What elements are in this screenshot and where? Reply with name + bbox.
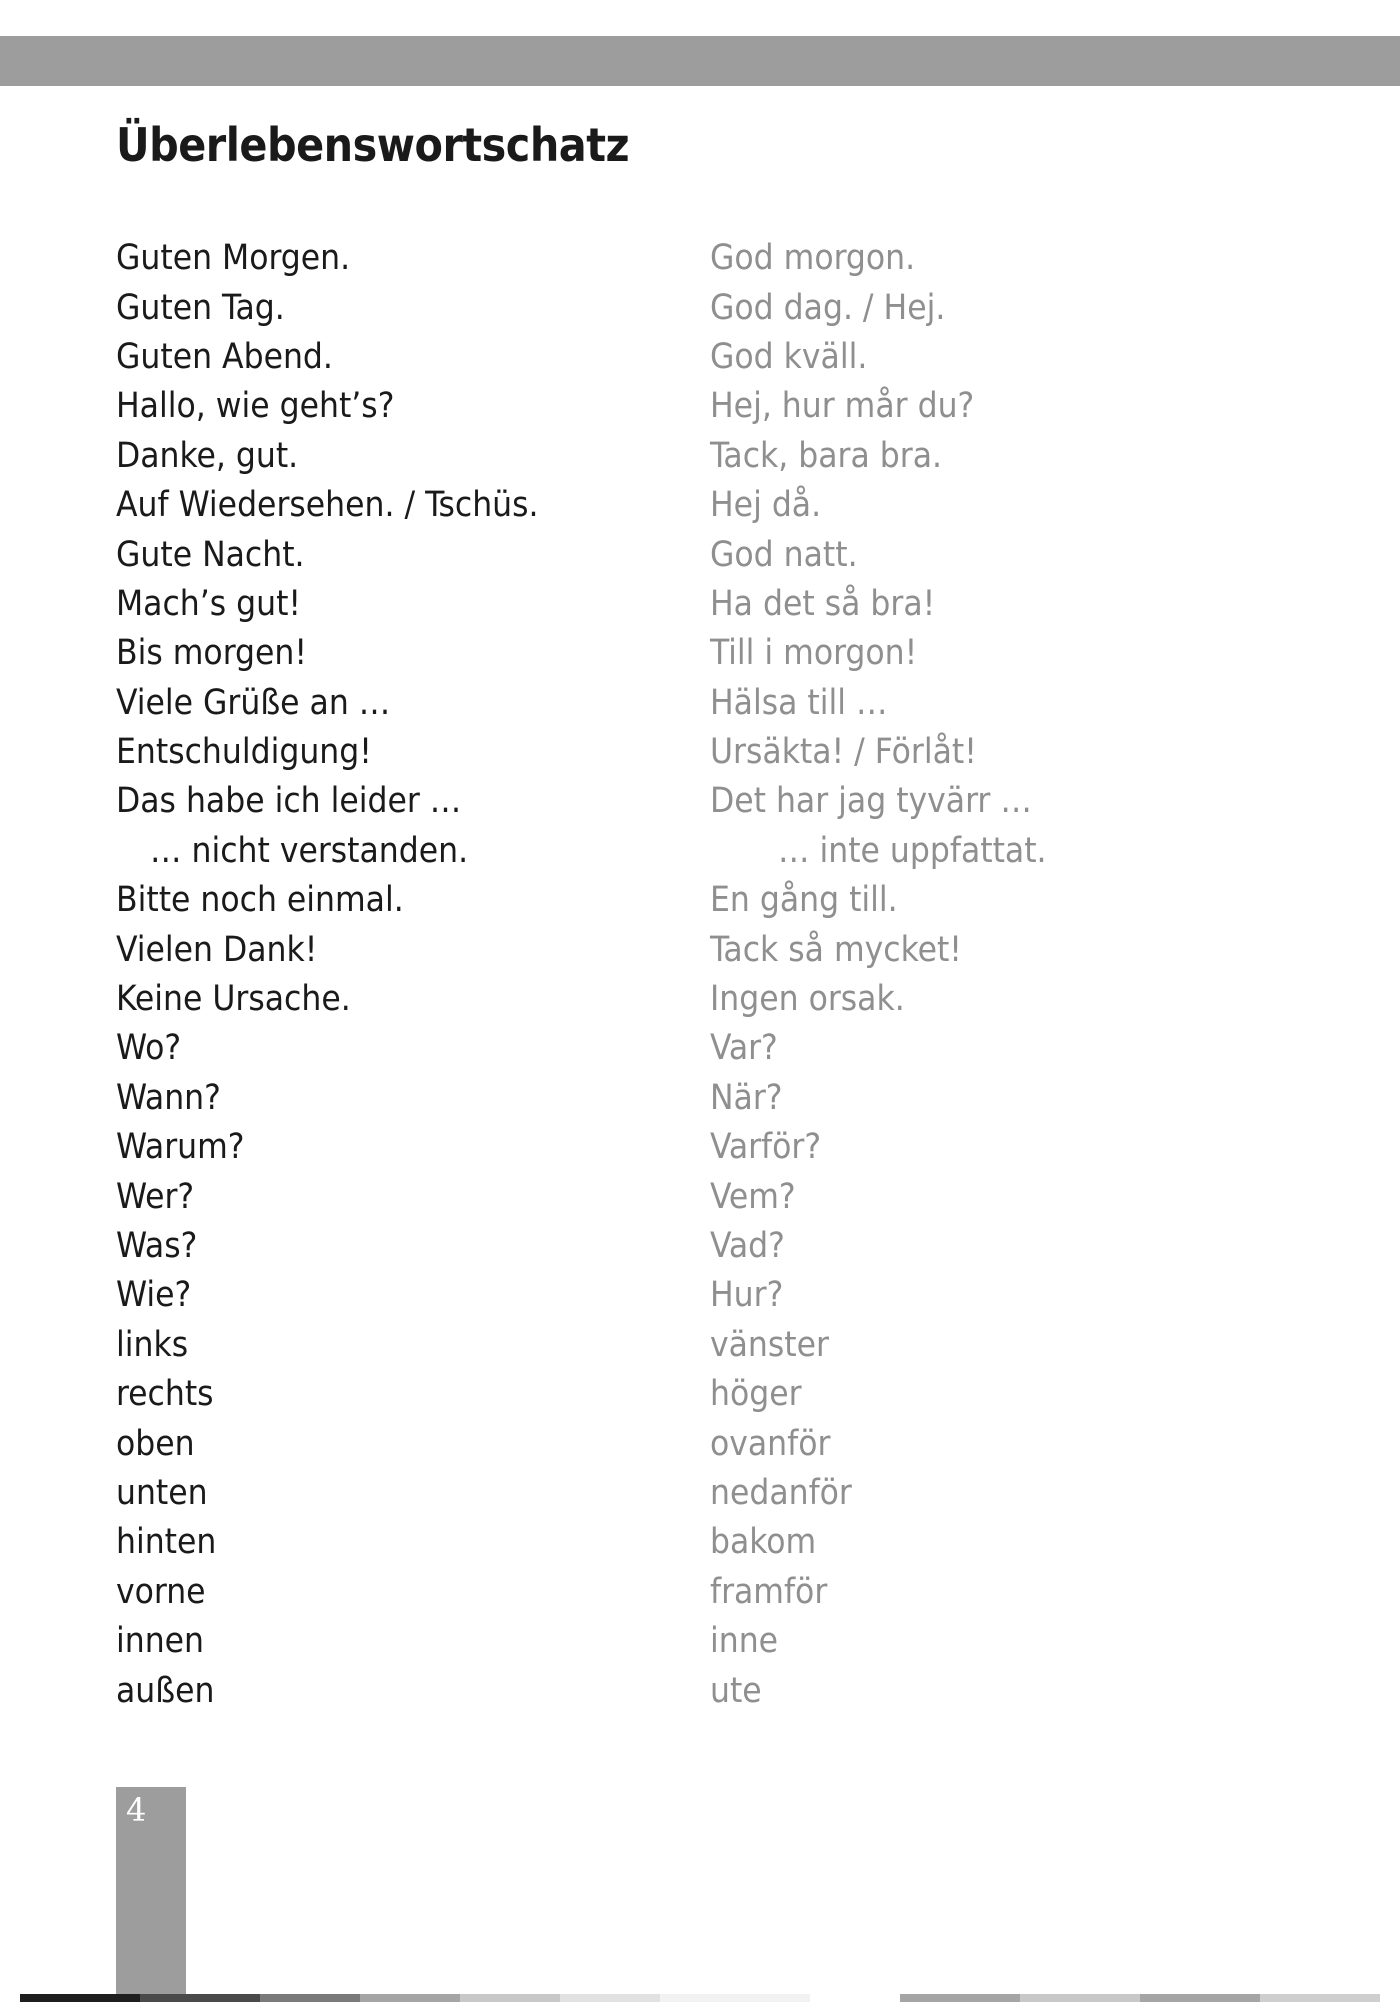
swedish-phrase: Var? [710,1028,778,1069]
swedish-phrase: inne [710,1621,779,1662]
swedish-phrase: bakom [710,1522,817,1563]
vocab-row [116,1321,1216,1370]
page-number: 4 [126,1791,147,1829]
swedish-phrase: God natt. [710,534,858,575]
german-phrase: Wer? [116,1176,195,1217]
swedish-phrase: Tack, bara bra. [710,435,943,476]
swedish-phrase: nedanför [710,1472,852,1513]
vocab-row [116,679,1216,728]
footer-color-strip [20,1994,1380,2002]
german-phrase: außen [116,1670,215,1711]
german-phrase: Was? [116,1226,198,1266]
swedish-phrase: Tack så mycket! [710,929,962,970]
german-phrase: Wann? [116,1077,221,1118]
vocab-row [116,1370,1216,1419]
vocab-row [116,827,1216,876]
swedish-phrase: Hej, hur mår du? [710,386,975,427]
vocab-row [116,382,1216,431]
swedish-phrase: Ha det så bra! [710,583,936,624]
swedish-phrase: Vad? [710,1226,785,1266]
swedish-phrase: God morgon. [710,238,916,279]
german-phrase: Guten Abend. [116,336,333,377]
swedish-phrase: Det har jag tyvärr … [710,781,1032,822]
vocab-row [116,283,1216,332]
vocab-row [116,876,1216,925]
german-phrase: rechts [116,1374,214,1415]
german-phrase: innen [116,1621,205,1662]
vocab-row [116,1222,1216,1271]
swedish-phrase: höger [710,1374,802,1415]
vocab-row [116,1271,1216,1320]
german-phrase: Bis morgen! [116,633,307,674]
vocab-row [116,925,1216,974]
vocab-row [116,1617,1216,1666]
swedish-phrase: … inte uppfattat. [778,830,1047,871]
vocab-row [116,432,1216,481]
vocab-row [116,1024,1216,1073]
german-phrase: hinten [116,1522,217,1563]
vocab-row [116,1123,1216,1172]
vocab-row [116,975,1216,1024]
vocabulary-list [116,234,1216,1716]
german-phrase: vorne [116,1571,206,1612]
vocab-row [116,1469,1216,1518]
swedish-phrase: Ingen orsak. [710,979,905,1020]
vocab-row [116,629,1216,678]
german-phrase: Guten Tag. [116,287,285,328]
header-bar [0,36,1400,86]
german-phrase: Das habe ich leider … [116,781,462,822]
swedish-phrase: Varför? [710,1127,822,1168]
swedish-phrase: Hur? [710,1275,784,1316]
swedish-phrase: ute [710,1670,762,1711]
swedish-phrase: Ursäkta! / Förlåt! [710,732,977,773]
german-phrase: Guten Morgen. [116,238,351,279]
german-phrase: unten [116,1472,208,1513]
german-phrase: Hallo, wie geht’s? [116,386,395,427]
swedish-phrase: framför [710,1571,828,1612]
vocab-row [116,1074,1216,1123]
swedish-phrase: Vem? [710,1176,796,1217]
swedish-phrase: God dag. / Hej. [710,287,946,328]
vocab-row [116,333,1216,382]
vocab-row [116,1518,1216,1567]
swedish-phrase: vänster [710,1324,829,1365]
swedish-phrase: Hej då. [710,485,822,526]
german-phrase: Danke, gut. [116,435,299,476]
german-phrase: Wo? [116,1028,182,1069]
vocab-row [116,481,1216,530]
german-phrase: links [116,1324,189,1365]
vocab-row [116,1568,1216,1617]
swedish-phrase: Hälsa till … [710,682,888,723]
vocab-row [116,1419,1216,1468]
german-phrase: Warum? [116,1127,245,1168]
german-phrase: … nicht verstanden. [150,830,469,871]
vocab-row [116,728,1216,777]
german-phrase: oben [116,1423,195,1464]
vocab-row [116,580,1216,629]
swedish-phrase: Till i morgon! [710,633,918,674]
german-phrase: Keine Ursache. [116,979,351,1020]
swedish-phrase: ovanför [710,1423,831,1464]
page-title: Überlebenswortschatz [116,118,630,172]
german-phrase: Entschuldigung! [116,732,372,773]
german-phrase: Mach’s gut! [116,583,302,624]
vocab-row [116,1172,1216,1221]
vocab-row [116,777,1216,826]
page-number-tab [116,1787,186,1999]
german-phrase: Viele Grüße an … [116,682,391,723]
vocab-row [116,234,1216,283]
swedish-phrase: God kväll. [710,336,868,377]
vocab-row [116,530,1216,579]
german-phrase: Auf Wiedersehen. / Tschüs. [116,485,539,526]
german-phrase: Gute Nacht. [116,534,305,575]
german-phrase: Wie? [116,1275,192,1316]
vocab-row [116,1666,1216,1715]
swedish-phrase: En gång till. [710,880,898,921]
german-phrase: Bitte noch einmal. [116,880,404,921]
swedish-phrase: När? [710,1077,783,1118]
german-phrase: Vielen Dank! [116,929,318,970]
